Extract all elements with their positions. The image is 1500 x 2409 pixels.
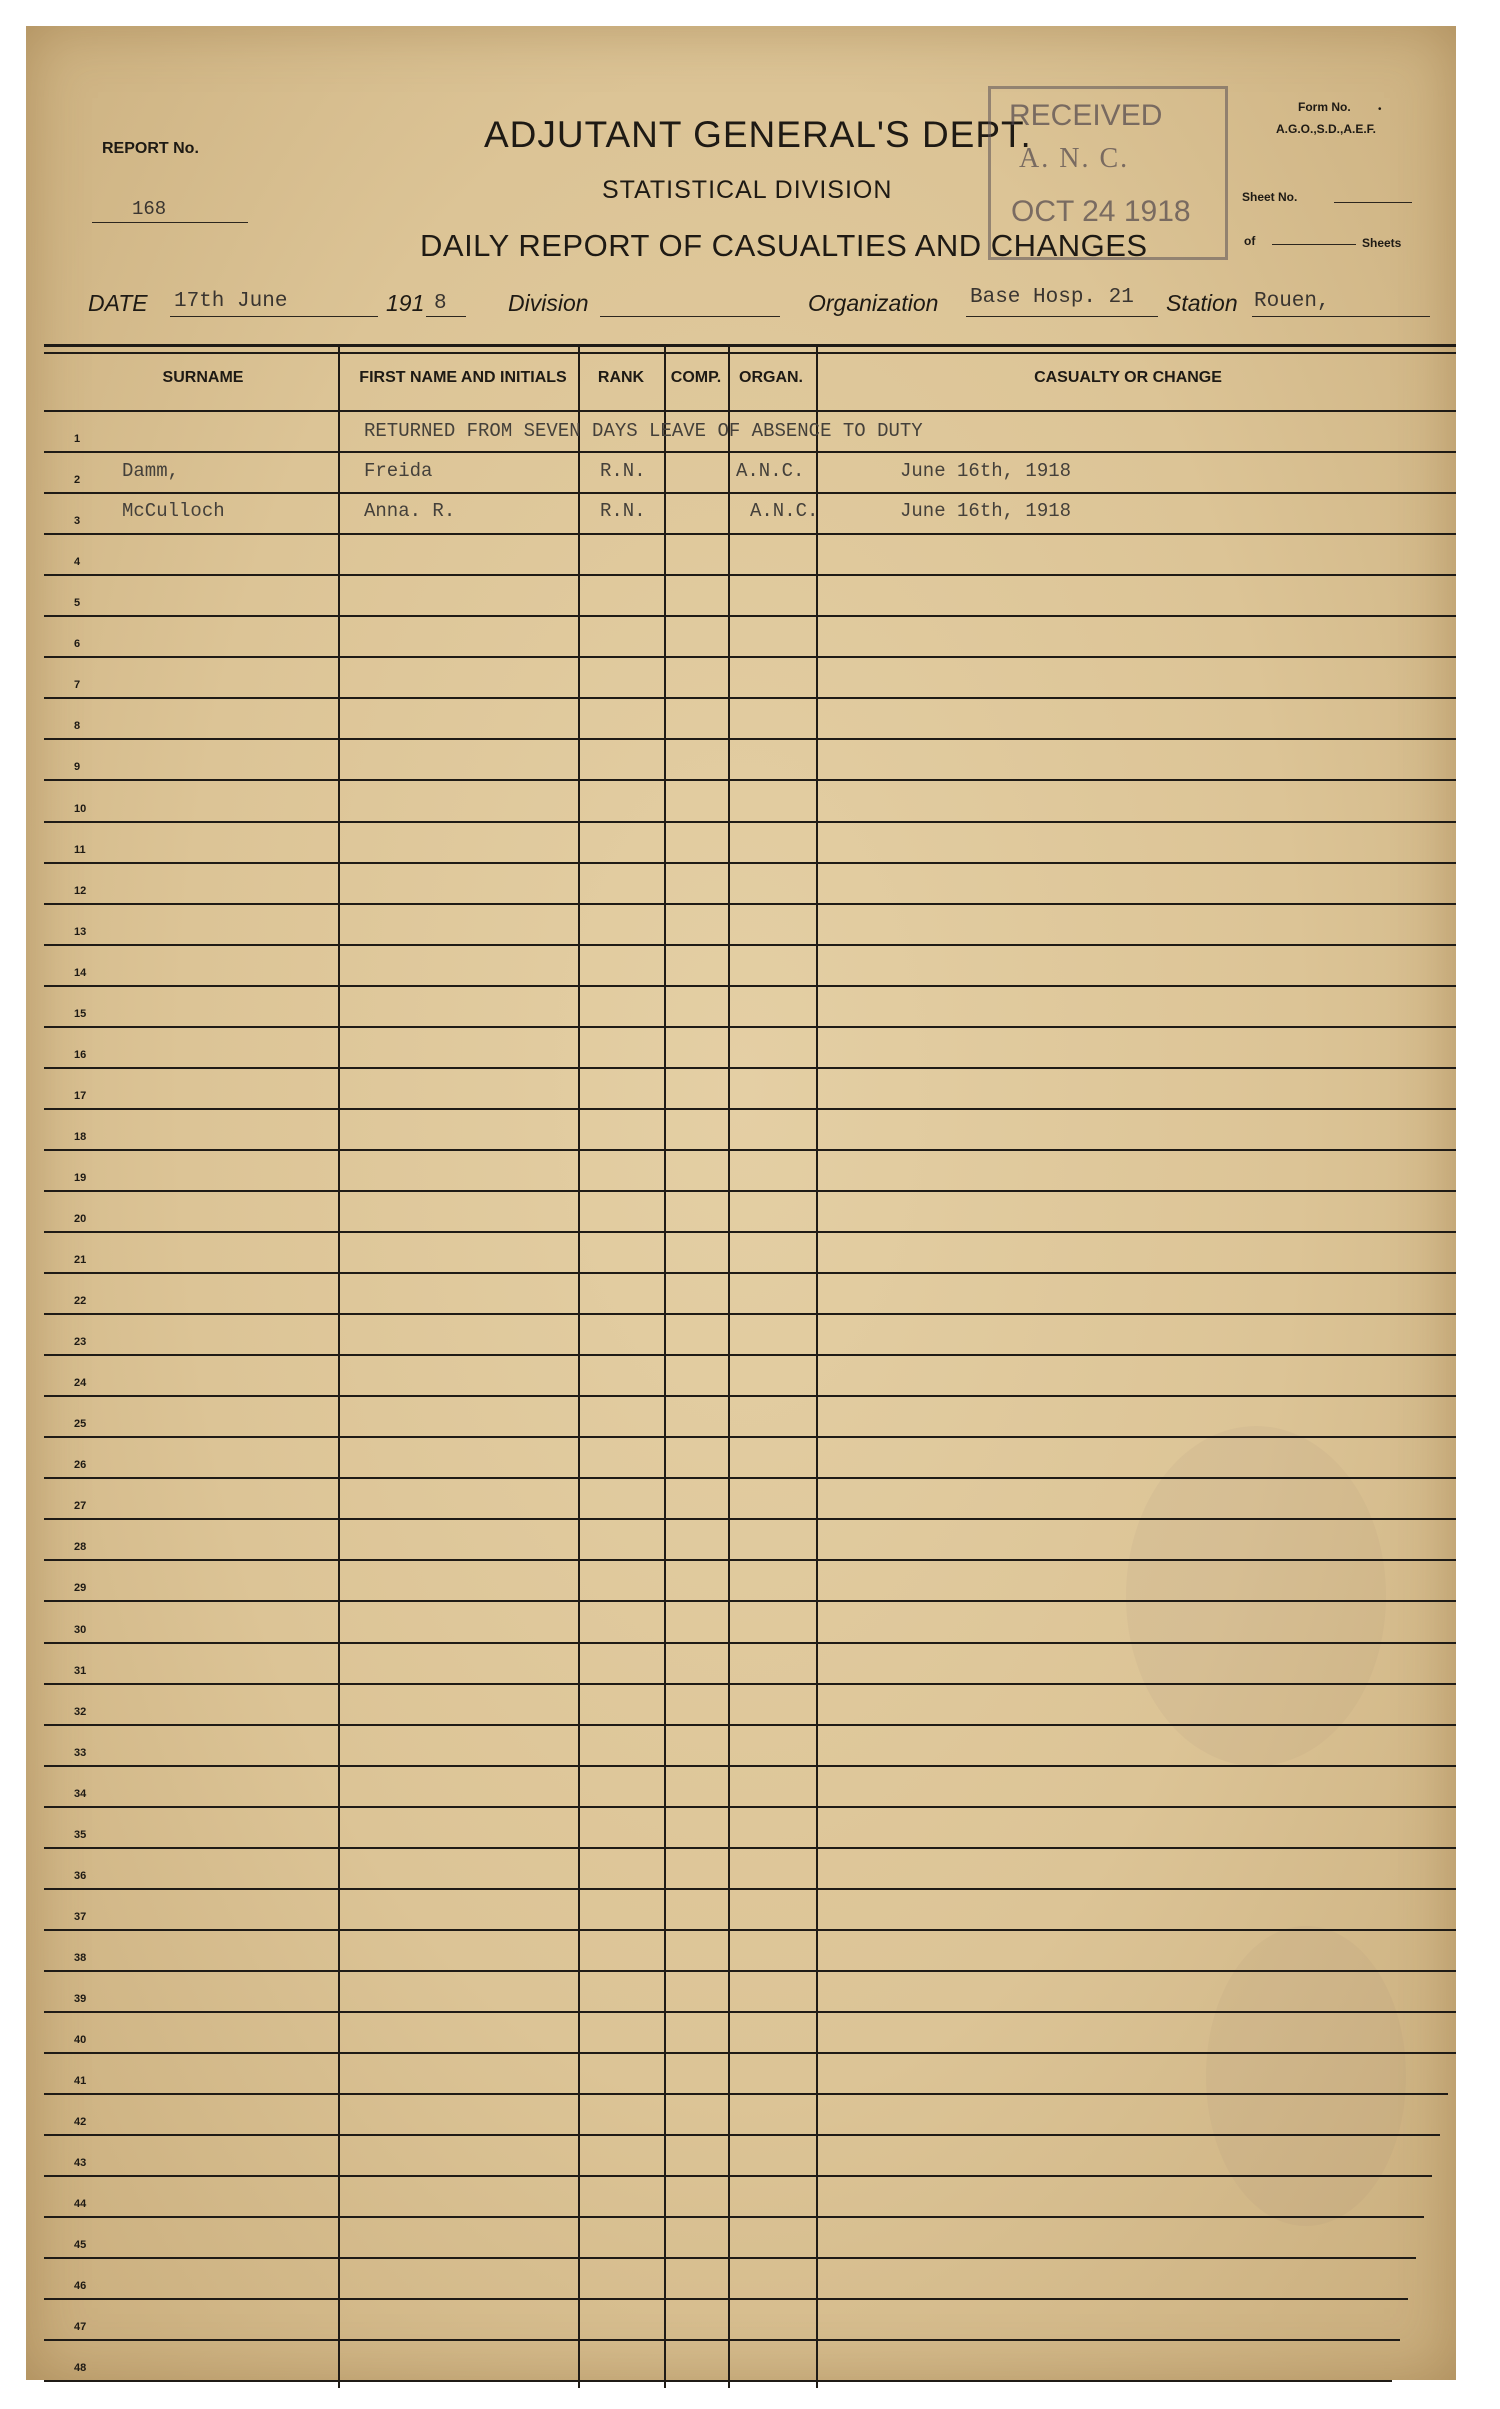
form-no-value: A.G.O.,S.D.,A.E.F. [1276, 122, 1377, 136]
form-no-label: Form No. [1298, 100, 1351, 114]
sheet-no-underline [1334, 202, 1412, 203]
row3-organ: A.N.C. [750, 500, 819, 522]
row-rule [44, 1231, 1456, 1233]
row-rule [44, 1888, 1456, 1890]
row-number: 24 [74, 1377, 87, 1389]
stamp-received-text: RECEIVED [1009, 99, 1163, 132]
stamp-date-text: OCT 24 1918 [1011, 195, 1191, 228]
row-rule [44, 1847, 1456, 1849]
row-rule [44, 1395, 1456, 1397]
row-number: 31 [74, 1665, 87, 1677]
row-rule [44, 779, 1456, 781]
row-number: 43 [74, 2157, 87, 2169]
row-number: 38 [74, 1952, 87, 1964]
of-underline [1272, 244, 1356, 245]
row-number: 45 [74, 2239, 87, 2251]
column-divider [338, 344, 340, 2388]
row-rule [44, 2175, 1432, 2177]
row-number: 44 [74, 2198, 87, 2210]
row-number: 46 [74, 2280, 87, 2292]
row-rule [44, 1272, 1456, 1274]
row-rule [44, 2216, 1424, 2218]
row-number: 15 [74, 1008, 87, 1020]
row-rule [44, 656, 1456, 658]
row-number: 8 [74, 720, 81, 732]
row-rule [44, 862, 1456, 864]
row-rule [44, 1026, 1456, 1028]
column-header-rank: RANK [597, 369, 645, 386]
row-number: 25 [74, 1418, 87, 1430]
row-rule [44, 821, 1456, 823]
sheet-no-label: Sheet No. [1242, 190, 1298, 204]
row-rule [44, 2380, 1392, 2382]
row-number: 22 [74, 1295, 87, 1307]
report-number-value: 168 [132, 198, 167, 220]
organization-label: Organization [808, 290, 939, 316]
row-number: 32 [74, 1706, 87, 1718]
table-top-rule-inner [44, 352, 1456, 354]
row-rule [44, 1108, 1456, 1110]
row-rule [44, 2134, 1440, 2136]
date-value: 17th June [174, 290, 288, 313]
row-rule [44, 1806, 1456, 1808]
row-number: 2 [74, 474, 81, 486]
row-rule [44, 574, 1456, 576]
row-rule [44, 1067, 1456, 1069]
row1-note: RETURNED FROM SEVEN DAYS LEAVE OF ABSENCE TO DUTY [364, 420, 923, 442]
row-number: 30 [74, 1624, 87, 1636]
row-rule [44, 1559, 1456, 1561]
row-rule [44, 2339, 1400, 2341]
row-number: 40 [74, 2034, 87, 2046]
row-number: 10 [74, 803, 87, 815]
row-number: 36 [74, 1870, 87, 1882]
row-number: 14 [74, 967, 87, 979]
dept-title: ADJUTANT GENERAL'S DEPT. [484, 114, 1032, 155]
row-rule [44, 2093, 1448, 2095]
row-rule [44, 1600, 1456, 1602]
row-rule [44, 1436, 1456, 1438]
row-number: 12 [74, 885, 87, 897]
column-divider [728, 344, 730, 2388]
row2-surname: Damm, [122, 460, 180, 482]
row-number: 37 [74, 1911, 87, 1923]
division-underline [600, 316, 780, 317]
row-rule [44, 1724, 1456, 1726]
row-number: 29 [74, 1582, 87, 1594]
row-number: 13 [74, 926, 87, 938]
row-number: 18 [74, 1131, 87, 1143]
row-rule [44, 1518, 1456, 1520]
row-number: 1 [74, 433, 81, 445]
organization-underline [966, 316, 1158, 317]
report-title: DAILY REPORT OF CASUALTIES AND CHANGES [420, 228, 1148, 263]
row-rule [44, 738, 1456, 740]
division-title: STATISTICAL DIVISION [602, 176, 893, 204]
row-rule [44, 903, 1456, 905]
row-number: 33 [74, 1747, 87, 1759]
row-rule [44, 985, 1456, 987]
row-rule [44, 533, 1456, 535]
row-rule [44, 944, 1456, 946]
row2-rank: R.N. [600, 460, 646, 482]
row-number: 47 [74, 2321, 87, 2333]
date-label: DATE [88, 290, 148, 316]
column-header-comp: COMP. [670, 369, 722, 386]
column-header-first-name: FIRST NAME AND INITIALS [359, 369, 567, 386]
year-suffix: 8 [434, 292, 447, 315]
row-number: 3 [74, 515, 81, 527]
row-number: 20 [74, 1213, 87, 1225]
row-rule [44, 1683, 1456, 1685]
column-header-casualty: CASUALTY OR CHANGE [1034, 369, 1222, 386]
row-rule [44, 492, 1456, 494]
row-rule [44, 1970, 1456, 1972]
row-rule [44, 1477, 1456, 1479]
station-label: Station [1166, 290, 1238, 316]
column-header-surname: SURNAME [162, 369, 244, 386]
row-number: 34 [74, 1788, 87, 1800]
received-stamp [988, 86, 1228, 260]
row-number: 35 [74, 1829, 87, 1841]
row2-casualty: June 16th, 1918 [900, 460, 1072, 482]
row-rule [44, 1354, 1456, 1356]
row-rule [44, 1313, 1456, 1315]
column-divider [816, 344, 818, 2388]
dot-icon: • [1378, 104, 1382, 115]
row-rule [44, 697, 1456, 699]
row-number: 11 [74, 844, 86, 856]
header-bottom-rule [44, 410, 1456, 412]
of-label: of [1244, 234, 1256, 248]
row-number: 7 [74, 679, 81, 691]
station-value: Rouen, [1254, 290, 1330, 313]
row-number: 28 [74, 1541, 87, 1553]
row-rule [44, 2011, 1456, 2013]
station-underline [1252, 316, 1430, 317]
row-rule [44, 2298, 1408, 2300]
table-top-rule [44, 344, 1456, 347]
row3-rank: R.N. [600, 500, 646, 522]
row-rule [44, 451, 1456, 453]
row-rule [44, 1149, 1456, 1151]
stamp-anc-text: A. N. C. [1019, 143, 1130, 174]
column-divider [664, 344, 666, 2388]
row-number: 39 [74, 1993, 87, 2005]
division-label: Division [508, 290, 589, 316]
row-rule [44, 2257, 1416, 2259]
year-prefix: 191 [386, 290, 425, 316]
row-number: 9 [74, 761, 81, 773]
row-rule [44, 2052, 1456, 2054]
row2-first-name: Freida [364, 460, 433, 482]
row-rule [44, 1929, 1456, 1931]
row-rule [44, 1190, 1456, 1192]
row-number: 5 [74, 597, 81, 609]
row-number: 41 [74, 2075, 87, 2087]
organization-value: Base Hosp. 21 [970, 286, 1134, 309]
row-number: 4 [74, 556, 81, 568]
row3-surname: McCulloch [122, 500, 225, 522]
row-rule [44, 1642, 1456, 1644]
column-header-organ: ORGAN. [739, 369, 803, 386]
sheets-label: Sheets [1362, 236, 1402, 250]
report-number-label: REPORT No. [102, 140, 199, 157]
row-rule [44, 1765, 1456, 1767]
date-underline [170, 316, 378, 317]
row-number: 21 [74, 1254, 87, 1266]
row-number: 42 [74, 2116, 87, 2128]
row-number: 23 [74, 1336, 87, 1348]
row-number: 26 [74, 1459, 87, 1471]
row-number: 48 [74, 2362, 87, 2374]
row-number: 27 [74, 1500, 87, 1512]
row-rule [44, 615, 1456, 617]
column-divider [578, 344, 580, 2388]
document-sheet [26, 26, 1456, 2380]
row-number: 16 [74, 1049, 87, 1061]
row3-first-name: Anna. R. [364, 500, 456, 522]
year-underline [426, 316, 466, 317]
row-number: 6 [74, 638, 81, 650]
report-number-underline [92, 222, 248, 223]
row-number: 17 [74, 1090, 87, 1102]
row2-organ: A.N.C. [736, 460, 805, 482]
row3-casualty: June 16th, 1918 [900, 500, 1072, 522]
row-number: 19 [74, 1172, 87, 1184]
